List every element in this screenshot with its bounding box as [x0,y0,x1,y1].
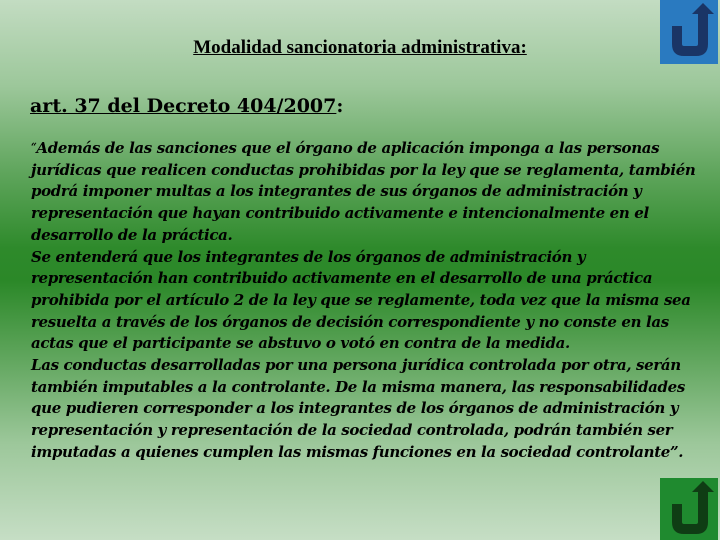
paragraph-3: Las conductas desarrolladas por una persona jurídica controlada por otra, serán también imputables a la controlante. De la misma manera, las responsabilidades que pudieren corresponder a los integrantes de los órganos de administración y representación y representación de la sociedad controlada, podrán también ser imputadas a quienes cumplen las mismas funciones en la sociedad controlante”. [31,356,685,461]
article-reference [30,95,343,117]
return-arrow-icon [660,0,718,64]
paragraph-1 [31,137,697,247]
quoted-article-text [31,137,697,464]
article-reference-colon: : [336,95,344,117]
opening-quote: “ [31,142,37,153]
return-arrow-icon [660,478,718,540]
slide-title: Modalidad sancionatoria administrativa: [193,37,527,58]
paragraph-1-text: Además de las sanciones que el órgano de aplicación imponga a las personas jurídicas que realicen conductas prohibidas por la ley que se reglamenta, también podrá imponer multas a los integrantes de sus órganos de administración y representación que hayan contribuido activamente e intencionalmente en el desarrollo de la práctica. [31,139,696,244]
paragraph-2: Se entenderá que los integrantes de los órganos de administración y representación han contribuido activamente en el desarrollo de una práctica prohibida por el artículo 2 de la ley que se reglamente, toda vez que la misma sea resuelta a través de los órganos de decisión correspondiente y no conste en las actas que el participante se abstuvo o votó en contra de la medida. [31,247,691,353]
return-button-top[interactable] [660,0,718,64]
article-reference-text: art. 37 del Decreto 404/2007 [30,95,337,117]
return-button-bottom[interactable] [660,478,718,540]
